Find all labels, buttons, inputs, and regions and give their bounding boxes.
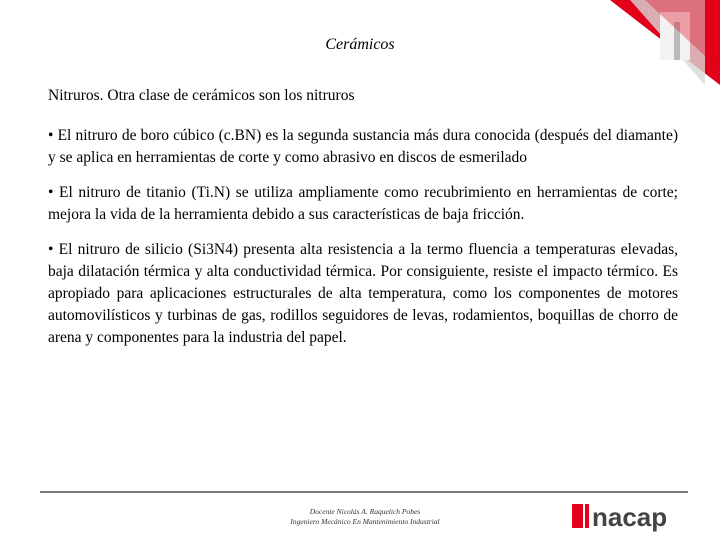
bullet-silicon-nitride: • El nitruro de silicio (Si3N4) presenta alta resistencia a la termo fluencia a temperaturas elevadas, baja dilatación térmica y alta conductividad térmica. Por consiguiente, resiste el impacto térmico. Es apropiado para aplicaciones estructurales de alta temperatura, como los componentes de motores automovilísticos y turbinas de gas, rodillos seguidores de levas, rodamientos, boquillas de chorro de arena y componentes para la industria del papel. xyxy=(48,241,678,346)
footer-divider xyxy=(40,491,688,493)
footer-credits xyxy=(250,507,480,527)
bullet-boron-nitride: • El nitruro de boro cúbico (c.BN) es la segunda sustancia más dura conocida (después del diamante) y se aplica en herramientas de corte y como abrasivo en discos de esmerilado xyxy=(48,127,678,166)
footer-role: Ingeniero Mecánico En Mantenimiento Industrial xyxy=(290,517,440,526)
bullet-titanium-nitride: • El nitruro de titanio (Ti.N) se utiliza ampliamente como recubrimiento en herramientas de corte; mejora la vida de la herramienta debido a sus características de baja fricción. xyxy=(48,184,678,223)
slide-title: Cerámicos xyxy=(325,36,395,53)
logo-red-bar xyxy=(585,504,589,528)
logo-red-block xyxy=(572,504,583,528)
slide-body xyxy=(48,85,678,362)
inacap-logo xyxy=(572,500,694,532)
intro-text: Nitruros. Otra clase de cerámicos son los nitruros xyxy=(48,87,355,104)
footer-author: Docente Nicolás A. Raquelich Pobes xyxy=(309,507,421,516)
logo-text: nacap xyxy=(592,502,668,532)
